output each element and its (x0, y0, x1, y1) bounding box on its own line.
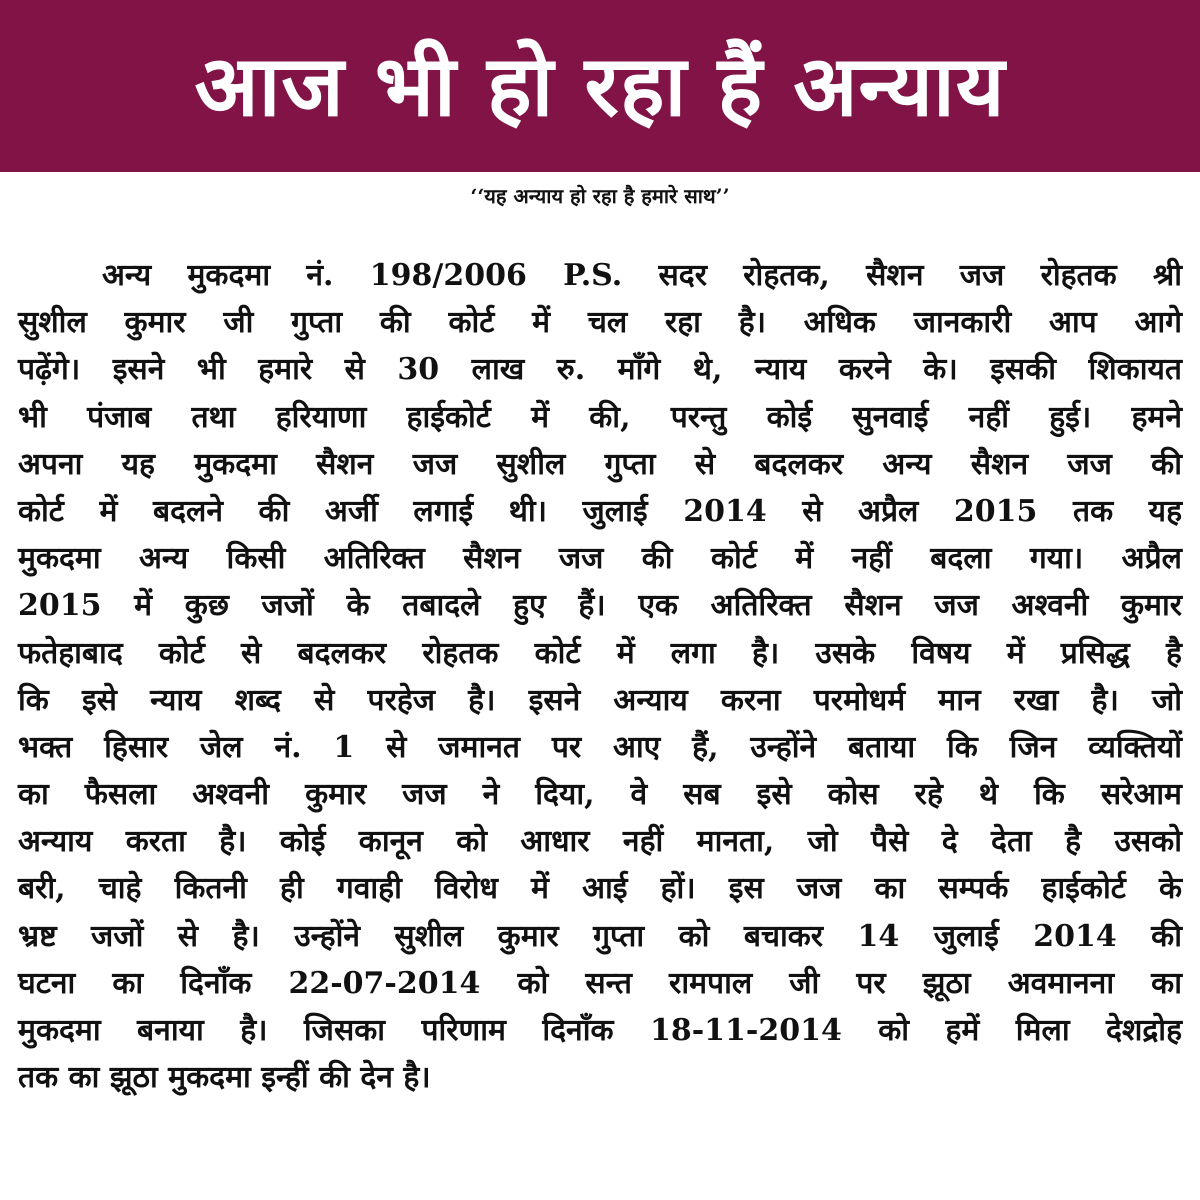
paragraph-line: भ्रष्ट जजों से है। उन्होंने सुशील कुमार गुप्ता को बचाकर 14 जुलाई 2014 की (18, 918, 1182, 954)
paragraph-line: पढ़ेंगे। इसने भी हमारे से 30 लाख रु. माँगे थे, न्याय करने के। इसकी शिकायत (18, 352, 1182, 388)
paragraph-line: घटना का दिनाँक 22-07-2014 को सन्त रामपाल जी पर झूठा अवमानना का (18, 965, 1182, 1001)
paragraph-line: मुकदमा बनाया है। जिसका परिणाम दिनाँक 18-11-2014 को हमें मिला देशद्रोह (18, 1013, 1182, 1048)
paragraph-line: कि इसे न्याय शब्द से परहेज है। इसने अन्याय करना परमोधर्म मान रखा है। जो (18, 682, 1182, 718)
paragraph-line: का फैसला अश्वनी कुमार जज ने दिया, वे सब इसे कोस रहे थे कि सरेआम (18, 777, 1182, 813)
paragraph-line: तक का झूठा मुकदमा इन्हीं की देन है। (18, 1060, 431, 1096)
paragraph-line: अपना यह मुकदमा सैशन जज सुशील गुप्ता से बदलकर अन्य सैशन जज की (18, 446, 1182, 482)
paragraph-line: अन्य मुकदमा नं. 198/2006 P.S. सदर रोहतक, सैशन जज रोहतक श्री (102, 258, 1182, 293)
article-subheading: ‘‘यह अन्याय हो रहा है हमारे साथ’’ (470, 184, 730, 208)
paragraph-line: बरी, चाहे कितनी ही गवाही विरोध में आई हों। इस जज का सम्पर्क हाईकोर्ट के (18, 871, 1182, 907)
article-paragraph (18, 252, 1182, 1101)
paragraph-line: फतेहाबाद कोर्ट से बदलकर रोहतक कोर्ट में लगा है। उसके विषय में प्रसिद्ध है (18, 635, 1182, 671)
paragraph-line: मुकदमा अन्य किसी अतिरिक्त सैशन जज की कोर्ट में नहीं बदला गया। अप्रैल (18, 541, 1182, 577)
paragraph-line: भी पंजाब तथा हरियाणा हाईकोर्ट में की, परन्तु कोई सुनवाई नहीं हुई। हमने (18, 399, 1182, 435)
headline-banner (0, 0, 1200, 172)
headline-title: आज भी हो रहा हैं अन्याय (194, 37, 1006, 135)
paragraph-line: भक्त हिसार जेल नं. 1 से जमानत पर आए हैं, उन्होंने बताया कि जिन व्यक्तियों (18, 729, 1182, 765)
paragraph-line: 2015 में कुछ जजों के तबादले हुए हैं। एक अतिरिक्त सैशन जज अश्वनी कुमार (18, 588, 1182, 624)
article-body (0, 172, 1200, 1200)
paragraph-line: अन्याय करता है। कोई कानून को आधार नहीं मानता, जो पैसे दे देता है उसको (18, 824, 1182, 860)
paragraph-line: सुशील कुमार जी गुप्ता की कोर्ट में चल रहा है। अधिक जानकारी आप आगे (18, 305, 1182, 341)
paragraph-line: कोर्ट में बदलने की अर्जी लगाई थी। जुलाई 2014 से अप्रैल 2015 तक यह (18, 493, 1182, 529)
